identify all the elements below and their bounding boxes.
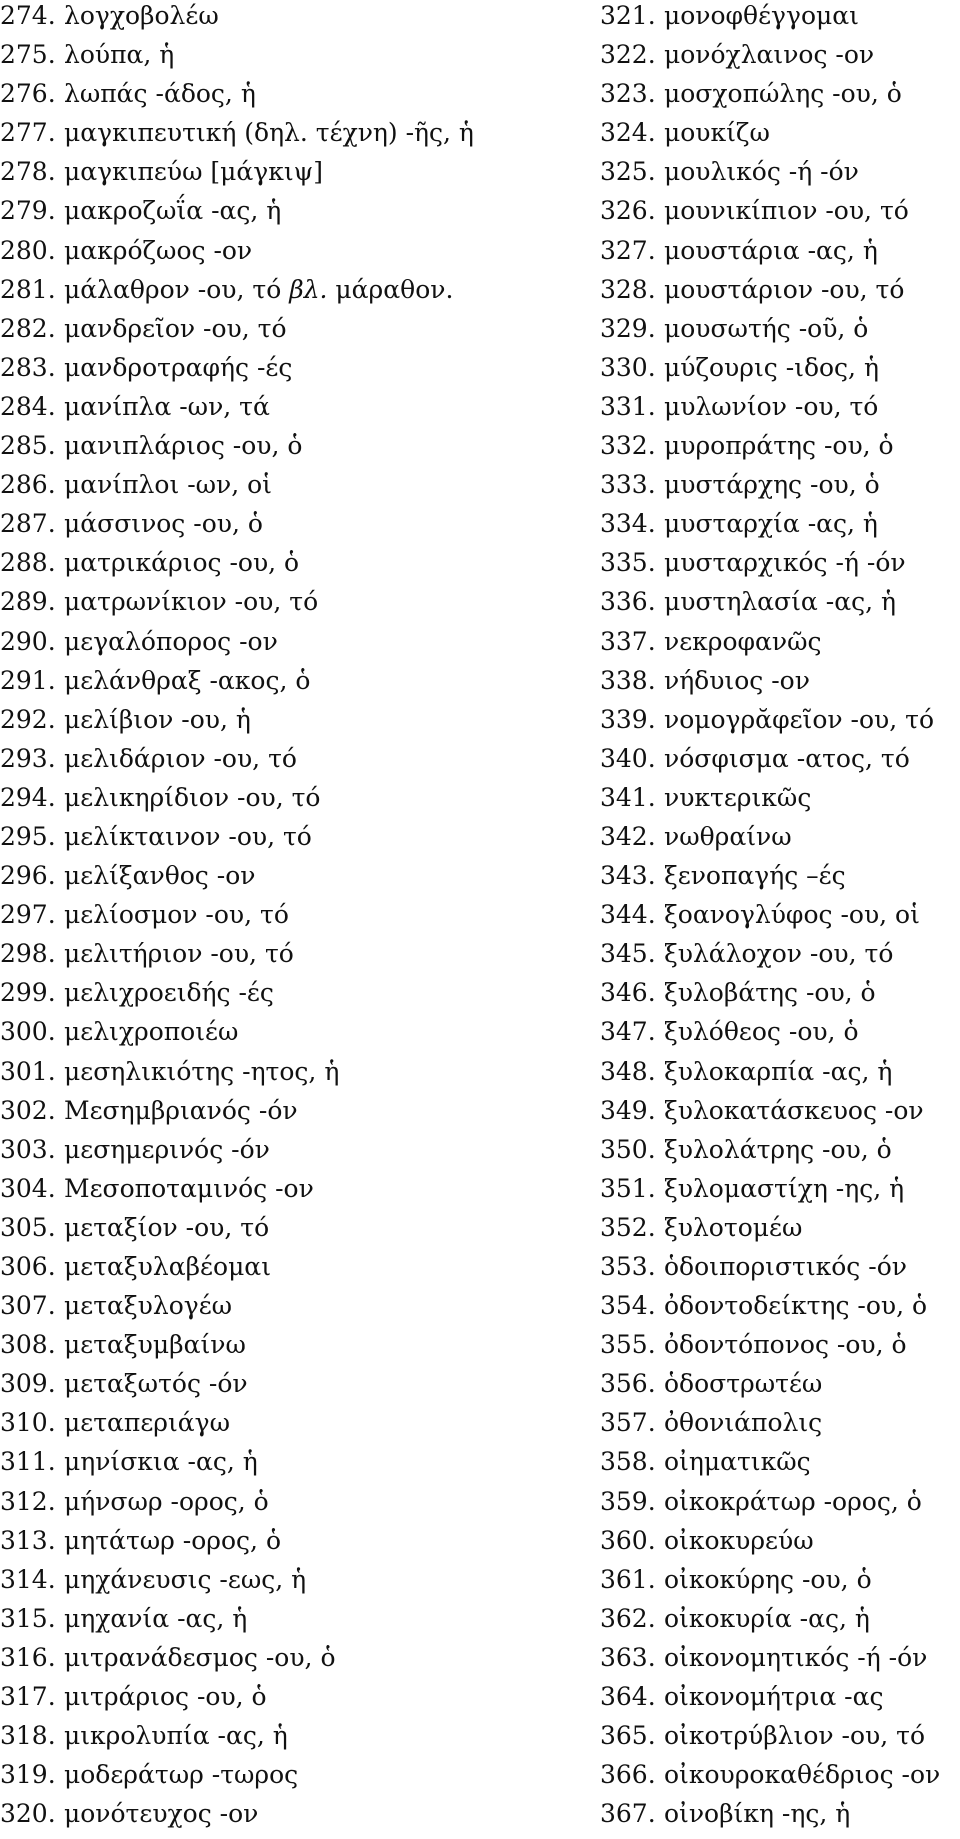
entry-number: 328. [600,274,656,304]
entry-number: 351. [600,1173,656,1203]
entry-term: μεταξυλαβέομαι [64,1252,271,1281]
entry-number: 322. [600,40,656,70]
entry-number: 349. [600,1095,656,1125]
entry-number: 280. [0,235,56,265]
entry-number: 302. [0,1095,56,1125]
glossary-entry [600,430,960,469]
entry-term: μελιδάριον -ου, τό [64,743,297,773]
entry-term: μελίξανθος -ον [64,861,256,891]
entry-term: ξυλοτομέω [664,1212,803,1242]
entry-term: μηχάνευσις -εως, ἡ [64,1564,307,1594]
entry-term: μηνίσκια -ας, ἡ [64,1447,258,1477]
entry-term: μελιτήριον -ου, τό [64,939,294,969]
entry-number: 292. [0,704,56,734]
entry-term: οἰνοβίκη -ης, ἡ [664,1799,851,1829]
entry-number: 303. [0,1134,56,1164]
entry-number: 296. [0,861,56,891]
glossary-entry [0,78,570,117]
entry-term: ξυλόθεος -ου, ὁ [664,1017,859,1047]
glossary-entry [0,1603,570,1642]
entry-term: ξοανογλύφος -ου, οἱ [664,900,920,930]
entry-term: Μεσημβριανός -όν [64,1095,298,1125]
entry-term: μεταξωτός -όν [64,1369,248,1399]
entry-term: ὀθονιάπολις [664,1408,823,1438]
glossary-entry [600,274,960,313]
entry-number: 357. [600,1408,656,1438]
glossary-entry [600,1681,960,1720]
entry-term: μουνικίπιον -ου, τό [664,196,909,226]
entry-term: ὁδοστρωτέω [664,1369,823,1399]
glossary-entry [600,1642,960,1681]
entry-term: ξυλομαστίχη -ης, ἡ [664,1173,905,1203]
entry-number: 287. [0,509,56,539]
glossary-entry [0,1173,570,1212]
glossary-entry [600,1056,960,1095]
entry-number: 298. [0,939,56,969]
entry-number: 345. [600,939,656,969]
entry-number: 366. [600,1760,656,1790]
entry-number: 333. [600,470,656,500]
entry-term: νυκτερικῶς [664,782,812,812]
entry-term: ξυλολάτρης -ου, ὁ [664,1134,892,1164]
entry-number: 356. [600,1369,656,1399]
entry-number: 288. [0,548,56,578]
glossary-entry [0,1525,570,1564]
entry-number: 311. [0,1447,56,1477]
entry-number: 346. [600,978,656,1008]
entry-number: 325. [600,157,656,187]
glossary-entry [600,743,960,782]
entry-number: 340. [600,743,656,773]
entry-term: μονοφθέγγομαι [664,1,859,30]
entry-term: μουστάριον -ου, τό [664,274,905,304]
entry-number: 338. [600,665,656,695]
entry-number: 324. [600,118,656,148]
entry-number: 331. [600,391,656,421]
entry-term: μονότευχος -ον [64,1799,259,1829]
entry-number: 342. [600,821,656,851]
glossary-entry [0,1798,570,1837]
entry-number: 274. [0,1,56,30]
entry-number: 279. [0,196,56,226]
glossary-entry [0,195,570,234]
glossary-entry [600,938,960,977]
glossary-entry [0,938,570,977]
glossary-entry [0,313,570,352]
entry-term: μουκίζω [664,118,770,148]
glossary-entry [0,508,570,547]
entry-term: μιτράριος -ου, ὁ [64,1682,267,1712]
entry-number: 362. [600,1603,656,1633]
entry-term: μακροζωΐα -ας, ἡ [64,196,282,226]
glossary-entry [600,977,960,1016]
entry-term: μύζουρις -ιδος, ἡ [664,352,879,382]
glossary-entry [0,39,570,78]
entry-term: μητάτωρ -ορος, ὁ [64,1525,281,1555]
glossary-entry [0,977,570,1016]
entry-number: 290. [0,626,56,656]
entry-number: 341. [600,782,656,812]
glossary-entry [600,1603,960,1642]
glossary-entry [0,704,570,743]
entry-term: ὀδοντοδείκτης -ου, ὁ [664,1291,928,1321]
glossary-entry [0,1290,570,1329]
glossary-entry [600,1564,960,1603]
glossary-entry [600,352,960,391]
entry-number: 315. [0,1603,56,1633]
entry-number: 361. [600,1564,656,1594]
entry-number: 319. [0,1760,56,1790]
entry-number: 336. [600,587,656,617]
glossary-entry [600,704,960,743]
entry-number: 277. [0,118,56,148]
entry-number: 306. [0,1252,56,1281]
glossary-entry [600,665,960,704]
glossary-entry [600,899,960,938]
entry-term: οἰκοκυρία -ας, ἡ [664,1603,870,1633]
glossary-entry [600,1486,960,1525]
glossary-entry [0,117,570,156]
entry-number: 364. [600,1682,656,1712]
entry-term: οἰκοκράτωρ -ορος, ὁ [664,1486,922,1516]
glossary-entry [0,899,570,938]
glossary-entry [0,1134,570,1173]
entry-term: λούπα, ἡ [64,40,175,70]
glossary-entry [600,1016,960,1055]
glossary-entry [0,1407,570,1446]
glossary-entry [600,1446,960,1485]
glossary-entry [600,1525,960,1564]
glossary-entry [0,1486,570,1525]
entry-number: 301. [0,1056,56,1086]
entry-term: μανίπλα -ων, τά [64,391,270,421]
entry-term: μυστάρχης -ου, ὁ [664,470,880,500]
entry-term: μικρολυπία -ας, ἡ [64,1721,288,1751]
entry-number: 367. [600,1799,656,1829]
entry-number: 348. [600,1056,656,1086]
entry-term: ματρωνίκιον -ου, τό [64,587,319,617]
entry-number: 285. [0,431,56,461]
entry-number: 326. [600,196,656,226]
glossary-entry [0,1016,570,1055]
entry-term: ξυλάλοχον -ου, τό [664,939,894,969]
entry-term: μουλικός -ή -όν [664,157,859,187]
glossary-entry [600,1290,960,1329]
entry-term: ξυλοκατάσκευος -ον [664,1095,924,1125]
entry-number: 358. [600,1447,656,1477]
entry-term: μανδρεῖον -ου, τό [64,313,287,343]
entry-term: μεταξίον -ου, τό [64,1212,270,1242]
entry-number: 308. [0,1330,56,1360]
glossary-entry [600,626,960,665]
entry-number: 300. [0,1017,56,1047]
entry-term: μουσωτής -οῦ, ὁ [664,313,869,343]
entry-number: 309. [0,1369,56,1399]
glossary-entry [600,156,960,195]
glossary-entry [0,1251,570,1290]
entry-term: μηχανία -ας, ἡ [64,1603,248,1633]
entry-term: μελίβιον -ου, ἡ [64,704,251,734]
glossary-entry [600,313,960,352]
entry-number: 343. [600,861,656,891]
glossary-entry [600,391,960,430]
entry-term: ματρικάριος -ου, ὁ [64,548,300,578]
entry-term: ὁδοιποριστικός -όν [664,1252,907,1281]
glossary-entry [600,235,960,274]
entry-number: 294. [0,782,56,812]
entry-number: 363. [600,1642,656,1672]
glossary-entry [0,1329,570,1368]
glossary-entry [0,469,570,508]
entry-term: μανιπλάριος -ου, ὁ [64,431,303,461]
entry-term: οἰκοκυρεύω [664,1525,814,1555]
glossary-entry [600,1134,960,1173]
entry-number: 297. [0,900,56,930]
entry-term: μαγκιπεύω [μάγκιψ] [64,157,324,187]
entry-number: 347. [600,1017,656,1047]
entry-number: 313. [0,1525,56,1555]
entry-number: 314. [0,1564,56,1594]
glossary-entry [0,352,570,391]
entry-term: νόσφισμα -ατος, τό [664,743,910,773]
glossary-entry [600,469,960,508]
entry-term: οἰκουροκαθέδριος -ον [664,1760,941,1790]
glossary-entry [600,39,960,78]
entry-number: 327. [600,235,656,265]
entry-number: 307. [0,1291,56,1321]
entry-number: 323. [600,79,656,109]
glossary-entry [600,586,960,625]
entry-number: 281. [0,274,56,304]
entry-term: μελιχροποιέω [64,1017,239,1047]
entry-term: μεγαλόπορος -ον [64,626,278,656]
entry-number: 330. [600,352,656,382]
entry-term: μακρόζωος -ον [64,235,253,265]
entry-term: μιτρανάδεσμος -ου, ὁ [64,1642,336,1672]
entry-number: 359. [600,1486,656,1516]
entry-term: νεκροφανῶς [664,626,822,656]
glossary-entry [0,1368,570,1407]
right-column [600,0,960,1837]
entry-term: Μεσοποταμινός -ον [64,1173,314,1203]
entry-term: ξενοπαγής –ές [664,861,846,891]
entry-number: 339. [600,704,656,734]
glossary-entry [0,1056,570,1095]
glossary-entry [600,1720,960,1759]
entry-term: μανίπλοι -ων, οἱ [64,470,272,500]
entry-term: μονόχλαινος -ον [664,40,875,70]
glossary-entry [0,156,570,195]
entry-term: οἰηματικῶς [664,1447,811,1477]
entry-term: μυστηλασία -ας, ἡ [664,587,896,617]
entry-number: 275. [0,40,56,70]
glossary-entry [0,1759,570,1798]
glossary-entry [0,1564,570,1603]
entry-term: οἰκοκύρης -ου, ὁ [664,1564,872,1594]
entry-number: 317. [0,1682,56,1712]
glossary-entry [0,626,570,665]
entry-number: 310. [0,1408,56,1438]
entry-term: μυροπράτης -ου, ὁ [664,431,894,461]
glossary-entry [0,665,570,704]
entry-term: μεταπεριάγω [64,1408,231,1438]
entry-term: νωθραίνω [664,821,792,851]
entry-number: 337. [600,626,656,656]
entry-number: 332. [600,431,656,461]
entry-term: νομογρᾰφεῖον -ου, τό [664,704,934,734]
entry-term: μήνσωρ -ορος, ὁ [64,1486,269,1516]
entry-number: 318. [0,1721,56,1751]
glossary-entry [600,117,960,156]
entry-term: λογχοβολέω [64,1,219,30]
glossary-entry [600,195,960,234]
entry-number: 354. [600,1291,656,1321]
entry-term: μελίοσμον -ου, τό [64,900,289,930]
entry-number: 329. [600,313,656,343]
entry-number: 282. [0,313,56,343]
glossary-entry [600,1798,960,1837]
glossary-entry [0,1642,570,1681]
entry-number: 321. [600,1,656,30]
glossary-entry [0,0,570,39]
entry-number: 353. [600,1252,656,1281]
glossary-entry [0,274,570,313]
glossary-entry [0,1095,570,1134]
entry-number: 350. [600,1134,656,1164]
entry-term: ξυλοβάτης -ου, ὁ [664,978,876,1008]
entry-term: λωπάς -άδος, ἡ [64,79,256,109]
entry-term: μεταξυμβαίνω [64,1330,246,1360]
entry-number: 293. [0,743,56,773]
glossary-entry [600,1368,960,1407]
glossary-entry [0,1446,570,1485]
entry-term: οἰκονομητικός -ή -όν [664,1642,928,1672]
entry-term: μελιχροειδής -ές [64,978,274,1008]
glossary-entry [600,1759,960,1798]
glossary-entry [0,586,570,625]
entry-number: 284. [0,391,56,421]
entry-term: μοσχοπώλης -ου, ὁ [664,79,902,109]
glossary-entry [0,1720,570,1759]
entry-number: 283. [0,352,56,382]
glossary-entry [600,1212,960,1251]
entry-number: 305. [0,1212,56,1242]
entry-number: 312. [0,1486,56,1516]
entry-number: 291. [0,665,56,695]
entry-number: 295. [0,821,56,851]
entry-number: 334. [600,509,656,539]
entry-number: 355. [600,1330,656,1360]
entry-term: μανδροτραφής -ές [64,352,293,382]
glossary-entry [0,430,570,469]
entry-term: μουστάρια -ας, ἡ [664,235,878,265]
glossary-entry [600,78,960,117]
glossary-entry [600,1407,960,1446]
entry-number: 320. [0,1799,56,1829]
entry-number: 352. [600,1212,656,1242]
entry-number: 276. [0,79,56,109]
glossary-entry [0,1681,570,1720]
glossary-entry [0,1212,570,1251]
entry-term: ὀδοντόπονος -ου, ὁ [664,1330,907,1360]
entry-term: νήδυιος -ον [664,665,810,695]
entry-number: 360. [600,1525,656,1555]
entry-number: 286. [0,470,56,500]
entry-number: 278. [0,157,56,187]
glossary-entry [0,782,570,821]
entry-term: μυσταρχία -ας, ἡ [664,509,878,539]
glossary-entry [600,0,960,39]
entry-number: 289. [0,587,56,617]
glossary-entry [0,235,570,274]
glossary-entry [600,782,960,821]
entry-term: μελάνθραξ -ακος, ὁ [64,665,311,695]
entry-number: 316. [0,1642,56,1672]
glossary-entry [0,821,570,860]
entry-term: μεσηλικιότης -ητος, ἡ [64,1056,340,1086]
entry-number: 365. [600,1721,656,1751]
entry-term: οἰκονομήτρια -ας [664,1682,884,1712]
entry-term: μελικηρίδιον -ου, τό [64,782,321,812]
entry-term: μαγκιπευτική (δηλ. τέχνη) -ῆς, ἡ [64,118,474,148]
entry-number: 299. [0,978,56,1008]
glossary-entry [600,1251,960,1290]
entry-number: 344. [600,900,656,930]
glossary-entry [600,1173,960,1212]
entry-term: μεταξυλογέω [64,1291,233,1321]
glossary-entry [0,391,570,430]
glossary-entry [600,860,960,899]
glossary-entry [600,508,960,547]
glossary-entry [600,1095,960,1134]
entry-term: οἰκοτρύβλιον -ου, τό [664,1721,926,1751]
entry-term: μοδεράτωρ -τωρος [64,1760,299,1790]
glossary-entry [0,860,570,899]
glossary-entry [0,743,570,782]
entry-term: μάσσινος -ου, ὁ [64,509,263,539]
glossary-entry [600,547,960,586]
glossary-entry [600,1329,960,1368]
glossary-entry [600,821,960,860]
entry-term: μελίκταινον -ου, τό [64,821,312,851]
entry-term: μυλωνίον -ου, τό [664,391,879,421]
entry-number: 335. [600,548,656,578]
entry-term: μάλαθρον -ου, τό βλ. μάραθον. [64,274,454,304]
entry-number: 304. [0,1173,56,1203]
glossary-entry [0,547,570,586]
entry-term: μυσταρχικός -ή -όν [664,548,906,578]
entry-term: ξυλοκαρπία -ας, ἡ [664,1056,893,1086]
entry-term: μεσημερινός -όν [64,1134,270,1164]
